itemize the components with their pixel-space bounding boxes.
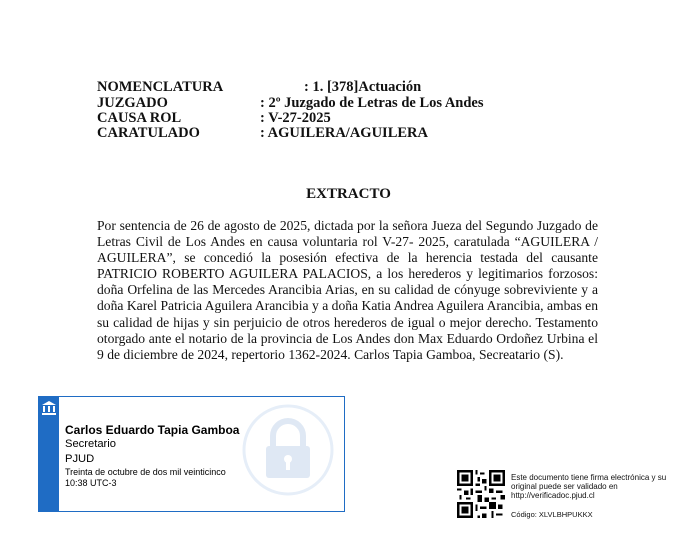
signature-time: 10:38 UTC-3 — [65, 478, 117, 488]
header-label: CAUSA ROL — [97, 110, 182, 126]
header-label: CARATULADO — [97, 125, 200, 141]
signer-name: Carlos Eduardo Tapia Gamboa — [65, 423, 240, 437]
signer-organization: PJUD — [65, 453, 95, 465]
qr-code-icon[interactable] — [457, 470, 505, 518]
header-value: : 2º Juzgado de Letras de Los Andes — [260, 95, 484, 111]
header-value: : 1. [378]Actuación — [304, 79, 422, 95]
verification-code: Código: XLVLBHPUKKX — [511, 510, 593, 519]
header-label: JUZGADO — [97, 95, 168, 111]
header-label: NOMENCLATURA — [97, 79, 224, 95]
signature-accent-strip — [39, 397, 59, 511]
signer-role: Secretario — [65, 438, 116, 450]
verification-note: Este documento tiene firma electrónica y su original puede ser validado en http://verificadoc.pjud.cl — [511, 473, 667, 500]
electronic-signature-box — [38, 396, 345, 512]
document-body: Por sentencia de 26 de agosto de 2025, dictada por la señora Jueza del Segundo Juzgado de Letras Civil de Los Andes en causa voluntaria rol V-27- 2025, caratulada “AGUILERA / AGUILERA”, se concedió la posesión efectiva de la herencia testada del causante PATRICIO ROBERTO AGUILERA PALACIOS, a los herederos y legitimarios forzosos: doña Orfelina de las Mercedes Arancibia Arias, en su calidad de cónyuge sobreviviente y a doña Karel Patricia Aguilera Arancibia y a doña Katia Andrea Aguilera Arancibia, ambas en su calidad de hijas y sin perjuicio de otros herederos de igual o mejor derecho. Testamento otorgado ante el notario de la provincia de Los Andes don Max Eduardo Ordoñez Urbina el 9 de diciembre de 2024, repertorio 1362-2024. Carlos Tapia Gamboa, Secreatario (S). — [97, 218, 598, 362]
header-value: : V-27-2025 — [260, 110, 331, 126]
document-title: EXTRACTO — [306, 186, 391, 202]
signature-date: Treinta de octubre de dos mil veinticinco — [65, 467, 226, 477]
courthouse-icon — [41, 400, 57, 416]
header-value: : AGUILERA/AGUILERA — [260, 125, 428, 141]
lock-icon — [242, 404, 334, 496]
